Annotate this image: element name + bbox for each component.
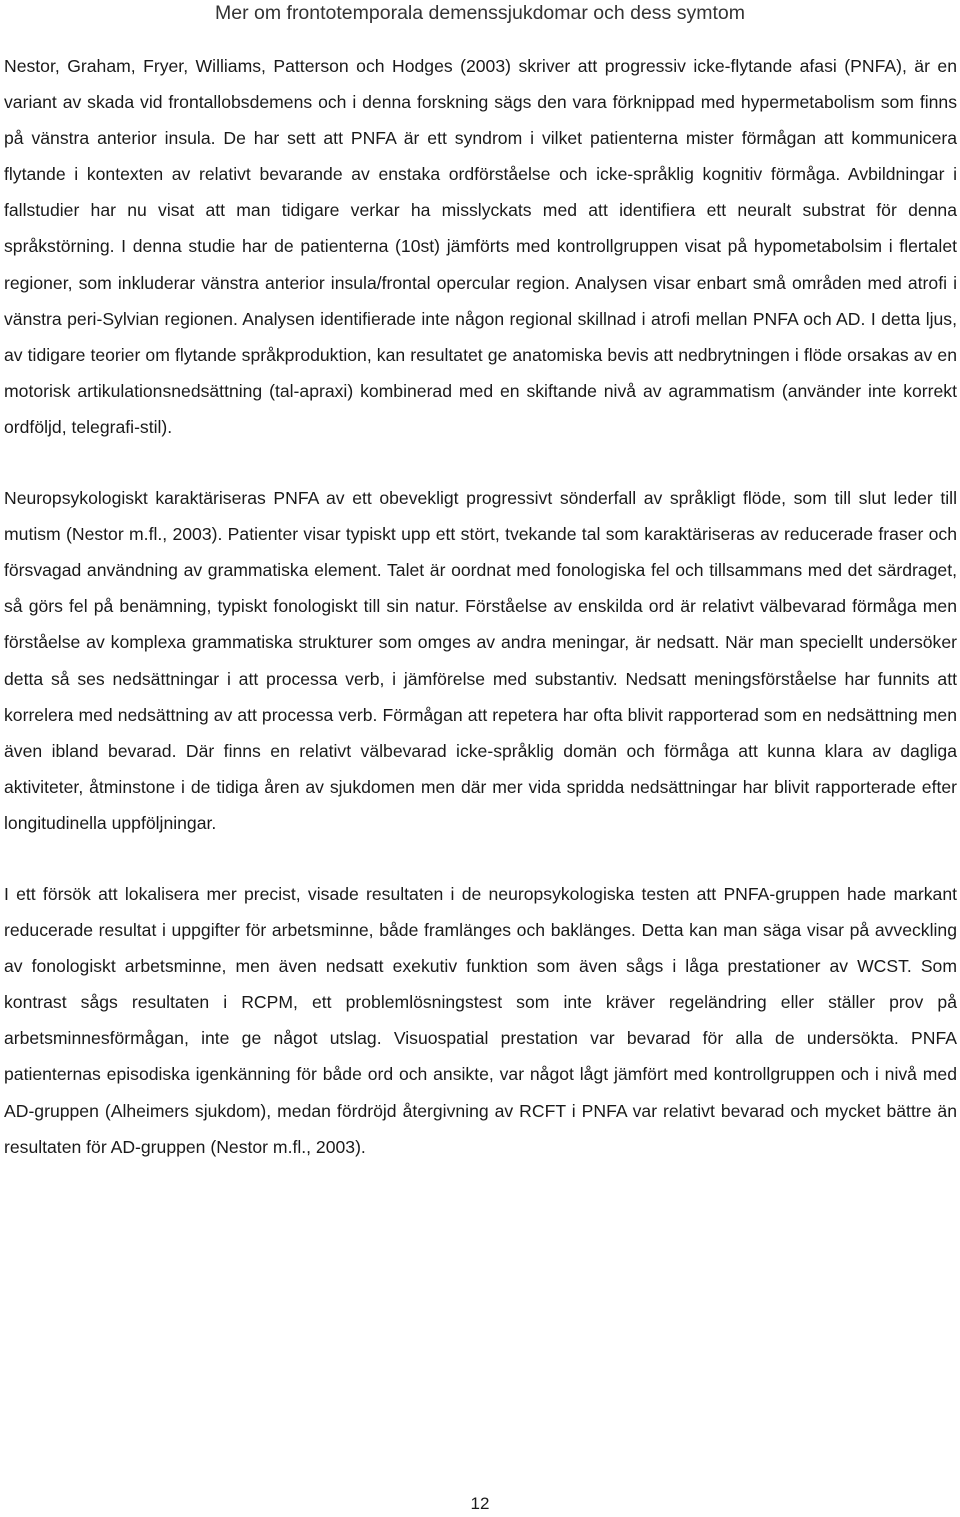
page-number: 12	[470, 1494, 490, 1513]
body-paragraph: Nestor, Graham, Fryer, Williams, Patterson och Hodges (2003) skriver att progressiv icke-flytande afasi (PNFA), är en variant av skada vid frontallobsdemens och i denna forskning sägs den vara förknippad med hypermetabolism som finns på vänstra anterior insula. De har sett att PNFA är ett syndrom i vilket patienterna mister förmågan att kommunicera flytande i kontexten av relativt bevarande av enstaka ordförståelse och icke-språklig kognitiv förmåga. Avbildningar i fallstudier har nu visat att man tidigare verkar ha misslyckats med att identifiera ett neuralt substrat för denna språkstörning. I denna studie har de patienterna (10st) jämförts med kontrollgruppen visat på hypometabolsim i flertalet regioner, som inkluderar vänstra anterior insula/frontal opercular region. Analysen visar enbart små områden med atrofi i vänstra peri-Sylvian regionen. Analysen identifierade inte någon regional skillnad i atrofi mellan PNFA och AD. I detta ljus, av tidigare teorier om flytande språkproduktion, kan resultatet ge anatomiska bevis att nedbrytningen i flöde orsakas av en motorisk artikulationsnedsättning (tal-apraxi) kombinerad med en skiftande nivå av agrammatism (använder inte korrekt ordföljd, telegrafi-stil).	[4, 56, 957, 437]
body-paragraph: Neuropsykologiskt karaktäriseras PNFA av ett obevekligt progressivt sönderfall av språkligt flöde, som till slut leder till mutism (Nestor m.fl., 2003). Patienter visar typiskt upp ett stört, tvekande tal som karaktäriseras av reducerade fraser och försvagad användning av grammatiska element. Talet är oordnat med fonologiska fel och tillsammans med det särdraget, så görs fel på benämning, typiskt fonologiskt till sin natur. Förståelse av enskilda ord är relativt välbevarad förmåga men förståelse av komplexa grammatiska strukturer som omges av andra meningar, är nedsatt. När man speciellt undersöker detta så ses nedsättningar i att processa verb, i jämförelse med substantiv. Nedsatt meningsförståelse har funnits att korrelera med nedsättning av att processa verb. Förmågan att repetera har ofta blivit rapporterad som en nedsättning men även ibland bevarad. Där finns en relativt välbevarad icke-språklig domän och förmåga att kunna klara av dagliga aktiviteter, åtminstone i de tidiga åren av sjukdomen men där mer vida spridda nedsättningar har blivit rapporterade efter longitudinella uppföljningar.	[4, 488, 957, 833]
running-header: Mer om frontotemporala demenssjukdomar och dess symtom	[215, 2, 745, 24]
body-paragraph: I ett försök att lokalisera mer precist, visade resultaten i de neuropsykologiska testen att PNFA-gruppen hade markant reducerade resultat i uppgifter för arbetsminne, både framlänges och baklänges. Detta kan man säga visar på avveckling av fonologiskt arbetsminne, men även nedsatt exekutiv funktion som även sågs i låga prestationer av WCST. Som kontrast sågs resultaten i RCPM, ett problemlösningstest som inte kräver regeländring eller ställer prov på arbetsminnesförmågan, inte ge något utslag. Visuospatial prestation var bevarad för alla de undersökta. PNFA patienternas episodiska igenkänning för både ord och ansikte, var något lågt jämfört med kontrollgruppen och i nivå med AD-gruppen (Alheimers sjukdom), medan fördröjd återgivning av RCFT i PNFA var relativt bevarad och mycket bättre än resultaten för AD-gruppen (Nestor m.fl., 2003).	[4, 883, 957, 1157]
document-body	[4, 48, 957, 1165]
